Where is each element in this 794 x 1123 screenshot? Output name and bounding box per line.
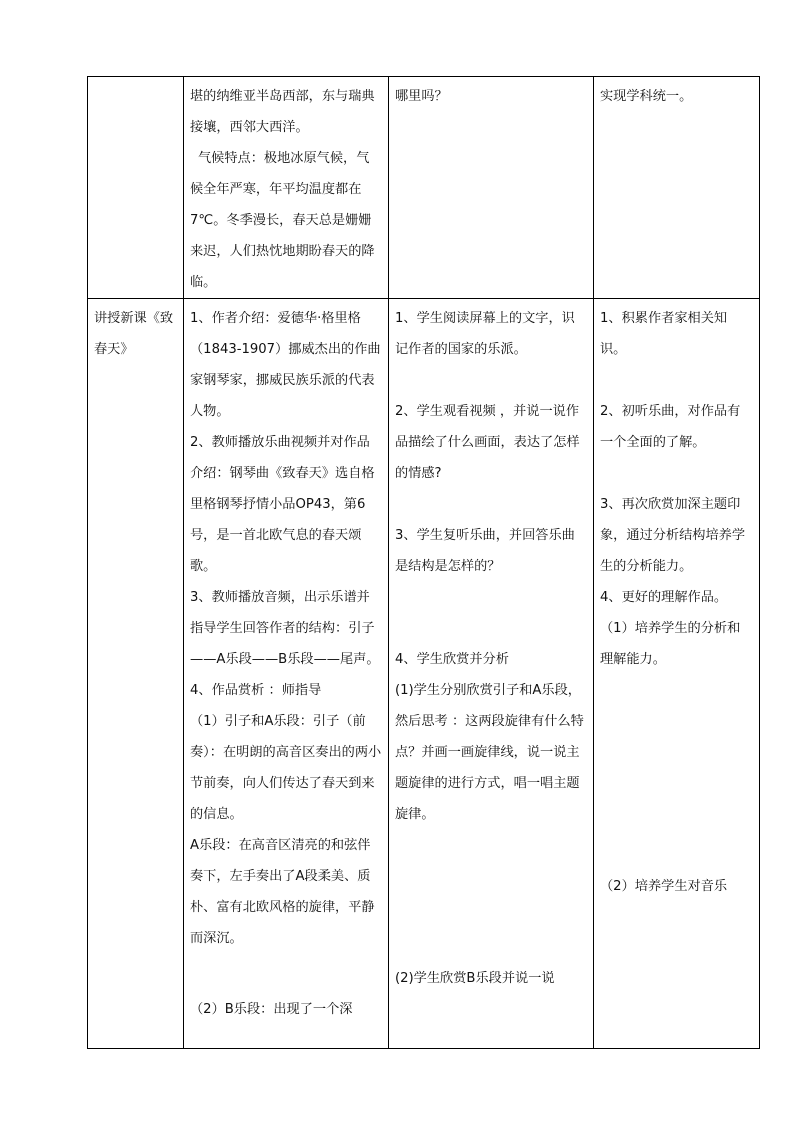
intent-1: 1、积累作者家相关知识。	[600, 311, 728, 357]
table-row	[88, 77, 760, 299]
intent-2: 2、初听乐曲，对作品有一个全面的了解。	[600, 404, 741, 450]
lesson-plan-table	[87, 76, 760, 1049]
row2-intent-cell	[594, 299, 760, 1049]
intent-4-1: （1）培养学生的分析和理解能力。	[600, 621, 741, 667]
teacher-step-1: 1、作者介绍：爱德华·格里格（1843-1907）挪威杰出的作曲家钢琴家，挪威民族乐派的代表人物。	[190, 311, 381, 419]
row1-teacher-cell	[184, 77, 389, 299]
student-step-4-2: (2)学生欣赏B乐段并说一说	[395, 971, 555, 986]
row2-stage-cell	[88, 299, 184, 1049]
row1-student-cell: 哪里吗？	[389, 77, 594, 299]
teacher-step-4: 4、作品赏析 ：师指导	[190, 683, 322, 698]
teacher-step-4-1: （1）引子和A乐段：引子（前奏）：在明朗的高音区奏出的两小节前奏，向人们传达了春天到来的信息。	[190, 714, 382, 822]
student-step-3: 3、学生复听乐曲，并回答乐曲是结构是怎样的？	[395, 528, 575, 574]
table-row	[88, 299, 760, 1049]
intent-4: 4、更好的理解作品。	[600, 590, 728, 605]
stage-label: 讲授新课《致春天》	[94, 311, 174, 357]
student-step-1: 1、学生阅读屏幕上的文字，识记作者的国家的乐派。	[395, 311, 575, 357]
student-step-4-1: (1)学生分别欣赏引子和A乐段，然后思考 ：这两段旋律有什么特点？并画一画旋律线，说一说主题旋律的进行方式，唱一唱主题旋律。	[395, 683, 584, 822]
student-step-2: 2、学生观看视频 ，并说一说作品描绘了什么画面，表达了怎样的情感?	[395, 404, 580, 481]
row2-student-cell	[389, 299, 594, 1049]
row1-intent-cell: 实现学科统一。	[594, 77, 760, 299]
intent-3: 3、再次欣赏加深主题印象，通过分析结构培养学生的分析能力。	[600, 497, 746, 574]
intent-4-2: （2）培养学生对音乐	[600, 879, 728, 894]
teacher-step-3: 3、教师播放音频，出示乐谱并指导学生回答作者的结构：引子——A乐段——B乐段——尾声。	[190, 590, 380, 667]
teacher-step-2: 2、教师播放乐曲视频并对作品介绍：钢琴曲《致春天》选自格里格钢琴抒情小品OP43，第6号，是一首北欧气息的春天颂歌。	[190, 435, 375, 574]
climate-text: 气候特点：极地冰原气候，气候全年严寒，年平均温度都在7℃。冬季漫长，春天总是姗姗来迟，人们热忱地期盼春天的降临。	[190, 151, 375, 290]
norway-location-text: 堪的纳维亚半岛西部，东与瑞典接壤，西邻大西洋。	[190, 89, 375, 135]
row2-teacher-cell	[184, 299, 389, 1049]
teacher-step-4-2: （2）B乐段：出现了一个深	[190, 1002, 353, 1017]
student-step-4: 4、学生欣赏并分析	[395, 652, 509, 667]
teacher-step-4-a: A乐段：在高音区清亮的和弦伴奏下，左手奏出了A段柔美、质朴、富有北欧风格的旋律，平静而深沉。	[190, 838, 375, 946]
row1-stage-cell	[88, 77, 184, 299]
